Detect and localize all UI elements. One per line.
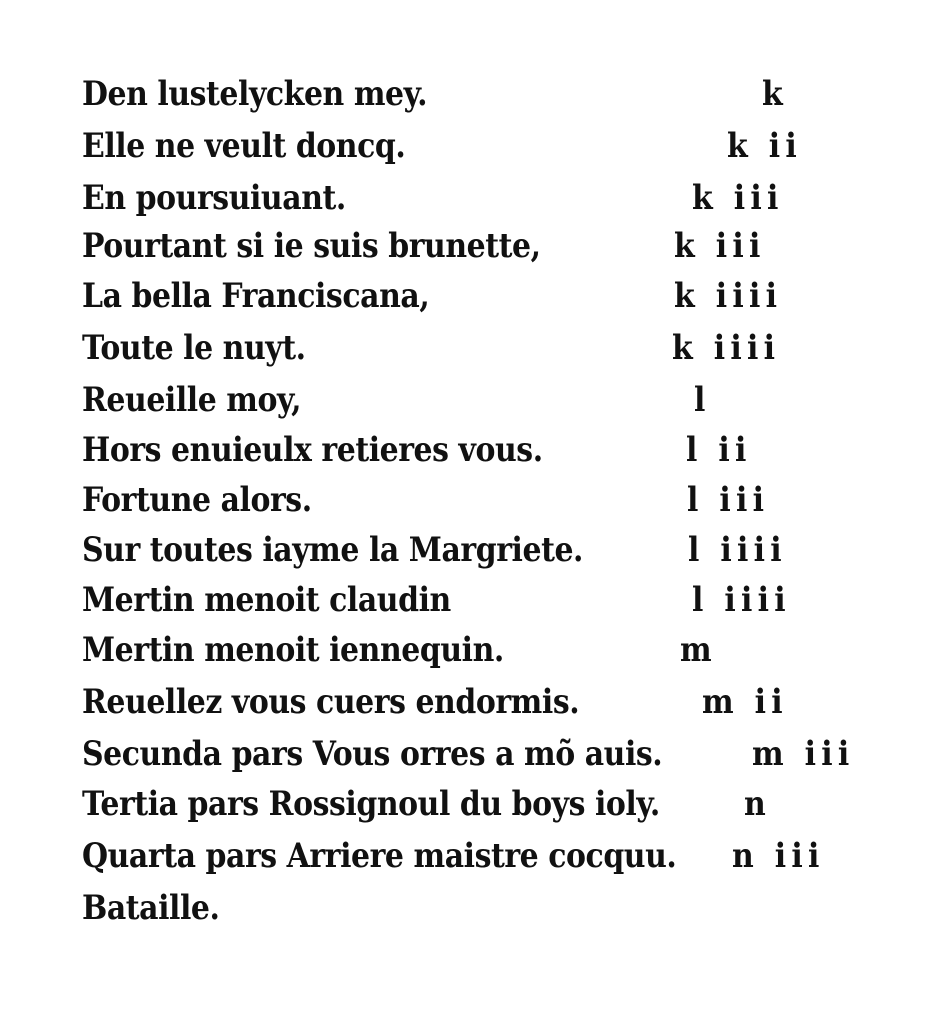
entry-title: Sur toutes iayme la Margriete. xyxy=(82,530,584,570)
entry-title: En poursuiuant. xyxy=(82,178,346,218)
entry-folio: k xyxy=(762,74,789,114)
index-entry-7 xyxy=(82,374,882,426)
index-entry-13 xyxy=(82,676,882,728)
entry-folio: l iiii xyxy=(688,530,787,570)
index-entry-5 xyxy=(82,270,882,322)
entry-title: Fortune alors. xyxy=(82,480,312,520)
index-entry-6 xyxy=(82,322,882,374)
entry-folio: l iiii xyxy=(692,580,791,620)
index-entry-8 xyxy=(82,424,882,476)
entry-title: Hors enuieulx retieres vous. xyxy=(82,430,543,470)
entry-title: Reuellez vous cuers endormis. xyxy=(82,682,580,722)
index-entry-15 xyxy=(82,778,882,830)
entry-title: Elle ne veult doncq. xyxy=(82,126,406,166)
index-entry-3 xyxy=(82,172,882,224)
entry-title: La bella Franciscana, xyxy=(82,276,430,316)
entry-folio: k iiii xyxy=(672,328,781,368)
entry-title: Toute le nuyt. xyxy=(82,328,306,368)
entry-folio: n xyxy=(744,784,772,824)
entry-title: Tertia pars Rossignoul du boys ioly. xyxy=(82,784,660,824)
index-entry-16 xyxy=(82,830,882,882)
entry-title: Bataille. xyxy=(82,888,220,928)
entry-title: Secunda pars Vous orres a mõ auis. xyxy=(82,734,663,774)
entry-title: Pourtant si ie suis brunette, xyxy=(82,226,541,266)
entry-folio: l iii xyxy=(687,480,770,520)
index-entry-2 xyxy=(82,120,882,172)
entry-folio: l xyxy=(694,380,711,420)
entry-title: Reueille moy, xyxy=(82,380,302,420)
entry-title: Quarta pars Arriere maistre cocquu. xyxy=(82,836,677,876)
index-entry-14 xyxy=(82,728,882,780)
index-entry-1 xyxy=(82,68,882,120)
index-entry-11 xyxy=(82,574,882,626)
index-entry-4 xyxy=(82,220,882,272)
entry-folio: k ii xyxy=(727,126,803,166)
index-entry-17 xyxy=(82,882,882,934)
entry-folio: k iii xyxy=(692,178,784,218)
entry-folio: m xyxy=(680,630,717,670)
entry-folio: m iii xyxy=(752,734,855,774)
entry-folio: m ii xyxy=(702,682,788,722)
index-entry-9 xyxy=(82,474,882,526)
entry-folio: k iii xyxy=(674,226,766,266)
entry-folio: n iii xyxy=(732,836,825,876)
entry-folio: l ii xyxy=(686,430,752,470)
entry-title: Mertin menoit iennequin. xyxy=(82,630,504,670)
entry-title: Mertin menoit claudin xyxy=(82,580,451,620)
entry-folio: k iiii xyxy=(674,276,783,316)
entry-title: Den lustelycken mey. xyxy=(82,74,428,114)
index-entry-10 xyxy=(82,524,882,576)
index-entry-12 xyxy=(82,624,882,676)
